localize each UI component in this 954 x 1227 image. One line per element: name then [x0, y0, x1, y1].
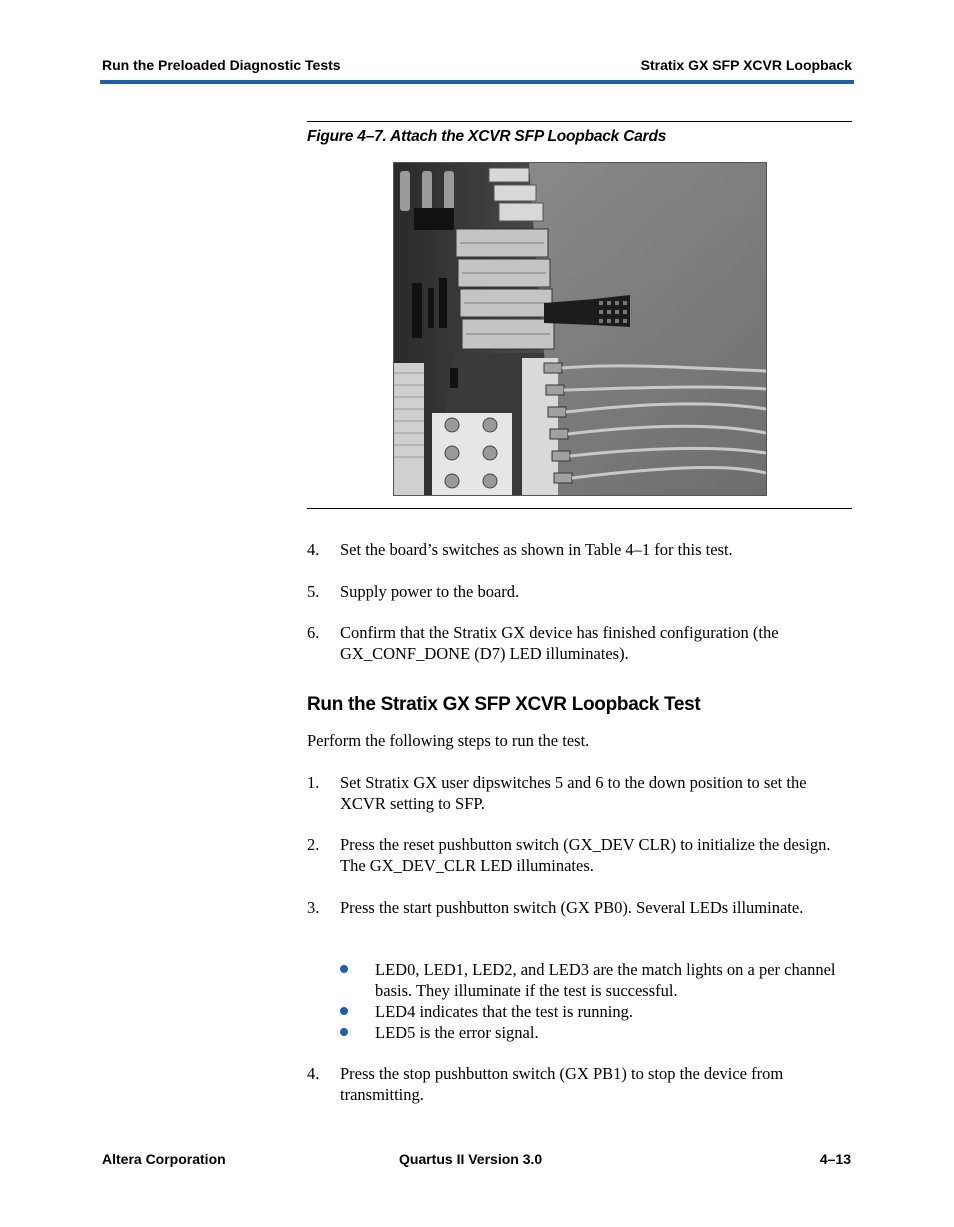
- bullet-item: LED4 indicates that the test is running.: [340, 1001, 852, 1022]
- figure-caption: Figure 4–7. Attach the XCVR SFP Loopback Cards: [307, 128, 667, 145]
- loopback-cards-photo: [393, 162, 767, 496]
- list-item: 6. Confirm that the Stratix GX device has finished configuration (the GX_CONF_DONE (D7) LED illuminates).: [307, 623, 779, 663]
- board-photo-illustration: [394, 163, 766, 495]
- footer-version: Quartus II Version 3.0: [399, 1151, 543, 1167]
- section-heading: Run the Stratix GX SFP XCVR Loopback Test: [307, 694, 701, 715]
- list-item: 3. Press the start pushbutton switch (GX PB0). Several LEDs illuminate.: [307, 898, 804, 917]
- bullet-item: LED0, LED1, LED2, and LED3 are the match lights on a per channel basis. They illuminate if the test is successful.: [340, 959, 852, 1001]
- footer-page-number: 4–13: [819, 1151, 851, 1167]
- bullet-icon: [340, 1028, 348, 1036]
- bullet-item: LED5 is the error signal.: [340, 1022, 852, 1043]
- section-intro: Perform the following steps to run the test.: [307, 731, 590, 750]
- figure-bottom-rule: [307, 508, 852, 509]
- bullet-icon: [340, 1007, 348, 1015]
- figure-top-rule: [307, 121, 852, 122]
- list-item: 2. Press the reset pushbutton switch (GX_DEV CLR) to initialize the design. The GX_DEV_CLR LED illuminates.: [307, 835, 831, 875]
- bullet-icon: [340, 965, 348, 973]
- list-item: 1. Set Stratix GX user dipswitches 5 and 6 to the down position to set the XCVR setting to SFP.: [307, 773, 807, 813]
- footer-company: Altera Corporation: [102, 1151, 226, 1167]
- list-item: 5. Supply power to the board.: [307, 582, 520, 601]
- list-item: 4. Set the board’s switches as shown in Table 4–1 for this test.: [307, 540, 733, 559]
- running-header-right: Stratix GX SFP XCVR Loopback: [640, 57, 852, 73]
- list-item: 4. Press the stop pushbutton switch (GX PB1) to stop the device from transmitting.: [307, 1064, 784, 1104]
- running-header-left: Run the Preloaded Diagnostic Tests: [102, 57, 341, 73]
- header-rule: [100, 80, 854, 84]
